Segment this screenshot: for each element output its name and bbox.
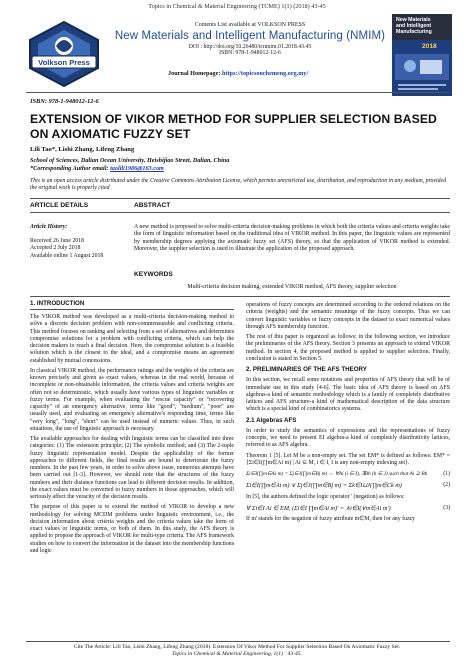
received-date: Received 26 June 2018 bbox=[30, 238, 84, 245]
intro-paragraph: The purpose of this paper is to extend the method of VIKOR to develop a new methodology for solving MCDM problems under linguistic environment, i.e., the decision information about criteria weights and the criteria values take the form of exact values or linguistic terms, or both of them. In this study, the AFS theory is applied to propose the approach of VIKOR for multi-type criteria. The AFS framework studies on how to convert the information in the dataset into the membership functions and logic bbox=[30, 504, 234, 554]
footer-journal-line: Topics in Chemical & Material Engineering, 1(1) : 43-45. bbox=[172, 651, 302, 657]
accepted-date: Accepted 2 July 2018 bbox=[30, 245, 81, 252]
right-paragraph: In [5], the authors defined the logic operator ' (negation) as follows: bbox=[246, 493, 405, 500]
formula: Σi∈I(∏m∈Ai m) = Σj∈J(∏m∈Bj m) ⇔ ∀Ai (i ∈ I), ∃Bh (h ∈ J) such that Ai ⊇ Bh bbox=[246, 471, 428, 477]
homepage-label: Journal Homepage: bbox=[168, 70, 221, 77]
journal-header bbox=[108, 22, 392, 56]
right-column-text bbox=[246, 302, 450, 526]
left-column-text bbox=[30, 314, 234, 558]
details-head-rule bbox=[30, 212, 450, 213]
equation-1 bbox=[246, 471, 450, 478]
article-details-heading: ARTICLE DETAILS bbox=[30, 202, 89, 209]
contents-line: Contents List available at VOLKSON PRESS bbox=[194, 22, 306, 28]
cover-title-line: and Intelligent bbox=[396, 23, 432, 29]
intro-paragraph: In classical VIKOR method, the performance ratings and the weights of the criteria are known precisely and given as exact values, whereas in the real world, because of incomplete or non-obtainable information, the criteria values and criteria weights are often not so deterministic, which usually have various types of linguistic variables or fuzzy terms. For example, when evaluating the "rescue capacity" or "recovering capacity" of an emergency alternative, terms like "good", "medium", "poor" are usually used, and evaluating an emergency alternative's responding time, terms like "very long", "long", "short" can be used instead of numeric values. Thus, in such situations, the use of linguistic approach is necessary. bbox=[30, 367, 234, 432]
right-paragraph: In this section, we recall some notations and properties of AFS theory that will be of immediate use in this study [4-6]. The basic idea of AFS theory is based on AFS algebras-a kind of semantic methodology which is a family of completely distributive lattices and AFS structure-a kind of mathematical description of the data structure which is a special kind of combinatorics systems. bbox=[246, 377, 450, 413]
journal-title: New Materials and Intelligent Manufacturing (NMIM) bbox=[114, 30, 386, 42]
right-paragraph: The rest of this paper is organized as follows: in the following section, we introduce the preliminaries of the AFS theory. Section 3 presents an approach to extend VIKOR method. In section 4, the proposed method is applied to supplier selection. Finally, conclusion is stated in Section 5. bbox=[246, 334, 450, 362]
authors: Lili Tao*, Lishi Zhang, Lifeng Zhang bbox=[30, 146, 135, 153]
intro-paragraph: The available approaches for dealing with linguistic terms can be classified into three categories: (1) The extension principle; (2) The symbolic method; and (3) The 2-tuple fuzzy linguistic representation model. Despite the applicability of the former approaches to different fields, the final results are bound to deteriorate the fuzzy numbers. In the past few years, in order to solve above issue, numerous attempts have been carried out [1-3]. However, we should note that the structures of the fuzzy numbers and their distance functions can lead to different decision results. In addition, the exact values must be converted to fuzzy numbers in those approaches, which will seriously affect the veracity of the decision results. bbox=[30, 436, 234, 500]
footer-cite-line: Cite The Article: Lili Tao, Lishi Zhang, Lifeng Zhang (2018). Extension Of Vikor Method For Supplier Selection Based On Axiomatic Fuzzy Set. bbox=[73, 644, 401, 650]
logo-text: Volkson Press bbox=[38, 58, 90, 67]
body-top-rule bbox=[30, 296, 450, 297]
equation-number: (3) bbox=[443, 504, 450, 511]
equation-2 bbox=[246, 482, 450, 489]
abstract-heading: ABSTRACT bbox=[134, 202, 171, 209]
cover-title-line: Manufacturing bbox=[396, 29, 432, 35]
affiliation: School of Sciences, Dalian Ocean University, Heishijiao Street, Dalian, China bbox=[30, 157, 230, 164]
equation-3 bbox=[246, 505, 450, 512]
intro-paragraph: The VIKOR method was developed as a multi-criteria decision-making method to solve a discrete decision problem with non-commensurable and conflicting criteria. This method focuses on ranking and selecting from a set of alternatives and determines compromise solutions for a problem with conflicting criteria, which can help the decision makers to reach a final decision. Here, the compromise solution is a feasible solution which is the closest to the ideal, and a compromise means an agreement established by mutual concessions. bbox=[30, 314, 234, 364]
corresponding-label: *Corresponding Author email: bbox=[30, 165, 111, 172]
theorem-text: Theorem 1 [5]. Let M be a non-empty set. The set EM* is defined as follows: EM* = {Σi∈I(∏m∈Ai m) | Ai ⊆ M, i ∈ I, I is any non-empty indexing set}. bbox=[246, 452, 450, 466]
right-paragraph: operations of fuzzy concepts are determined according to the ordered relations on the criteria (weights) and the semantic meanings of the fuzzy concepts. Thus we can convert linguistic variables or fuzzy concepts in the dataset to exact numerical values through AFS membership function. bbox=[246, 302, 450, 330]
running-head: Topics in Chemical & Material Engineering (TCME) 1(1) (2018) 43-45 bbox=[148, 3, 326, 10]
citation-footer bbox=[0, 644, 474, 658]
corresponding-email[interactable]: taolili1986@163.com bbox=[110, 165, 164, 172]
homepage-link[interactable]: https://topicsonchemeng.org.my/ bbox=[221, 70, 309, 77]
paper-title: EXTENSION OF VIKOR METHOD FOR SUPPLIER SELECTION BASED ON AXIOMATIC FUZZY SET bbox=[30, 112, 437, 141]
journal-homepage bbox=[168, 70, 308, 77]
abstract-text: A new method is proposed to solve multi-criteria decision-making problems in which both the criteria values and criteria weights take the form of linguistic information based on the traditional idea of VIKOR method. In this paper, the linguistic values are represented by membership degrees applying the axiomatic fuzzy set (AFS) theory, so that the application of VIKOR method is extended. Moreover, the supplier selection is used to illustrate the application of the proposed approach. bbox=[134, 224, 450, 252]
cover-title-line: New Materials bbox=[396, 17, 431, 23]
history-label: Article History: bbox=[30, 224, 68, 230]
right-paragraph: If m' stands for the negation of fuzzy attribute m∈M, then for any fuzzy bbox=[246, 516, 416, 522]
publisher-logo bbox=[26, 20, 102, 88]
corresponding-author bbox=[30, 165, 229, 173]
issn-line: ISBN: 978-1-948012-12-6 bbox=[219, 50, 281, 56]
right-paragraph: In order to study the semantics of expressions and the representations of fuzzy concepts, we need to present EI algebra-a kind of completely distributivity lattices, referred to as AFS algebra. bbox=[246, 427, 450, 449]
doi-line: DOI : http://doi.org/10.26480/icnmim.01.2018.43.45 bbox=[188, 44, 312, 50]
online-date: Available online 1 August 2018 bbox=[30, 252, 104, 259]
isbn-line: ISBN: 978-1-948012-12-6 bbox=[30, 98, 99, 105]
details-top-rule bbox=[30, 198, 450, 199]
keywords-text: Multi-criteria decision making, extended VIKOR method, AFS theory, supplier selection bbox=[187, 284, 397, 290]
article-history bbox=[30, 224, 126, 260]
equation-number: (1) bbox=[443, 471, 450, 477]
preliminaries-heading: 2. PRELIMINARIES OF THE AFS THEORY bbox=[246, 366, 367, 373]
equation-number: (2) bbox=[443, 482, 450, 489]
keywords-heading: KEYWORDS bbox=[134, 271, 173, 278]
cover-title bbox=[396, 17, 450, 35]
journal-cover bbox=[392, 14, 452, 96]
header-divider bbox=[26, 92, 450, 93]
volkson-press-emblem-icon bbox=[26, 20, 102, 88]
footer-rule bbox=[26, 641, 450, 642]
cover-year: 2018 bbox=[422, 43, 437, 50]
formula: Σi∈I(∏m∈Ai m) ∨ Σj∈J(∏m∈Bj m) = Σk∈I⊔J(∏m∈Ck m) bbox=[246, 482, 402, 490]
formula: ∀ Σi∈I Ai ∈ EM, (Σi∈I ∏m∈Ai m)' = ∧i∈I(∨m∈Ai m') bbox=[246, 504, 391, 512]
license-notice: This is an open access article distributed under the Creative Commons Attribution License, which permits unrestricted use, distribution, and reproduction in any medium, provided the original work is properly cited bbox=[30, 178, 446, 192]
intro-rule bbox=[30, 309, 234, 310]
introduction-heading: 1. INTRODUCTION bbox=[30, 300, 85, 307]
affiliation-block bbox=[30, 157, 229, 173]
algebras-heading: 2.1 Algebras AFS bbox=[246, 416, 297, 424]
